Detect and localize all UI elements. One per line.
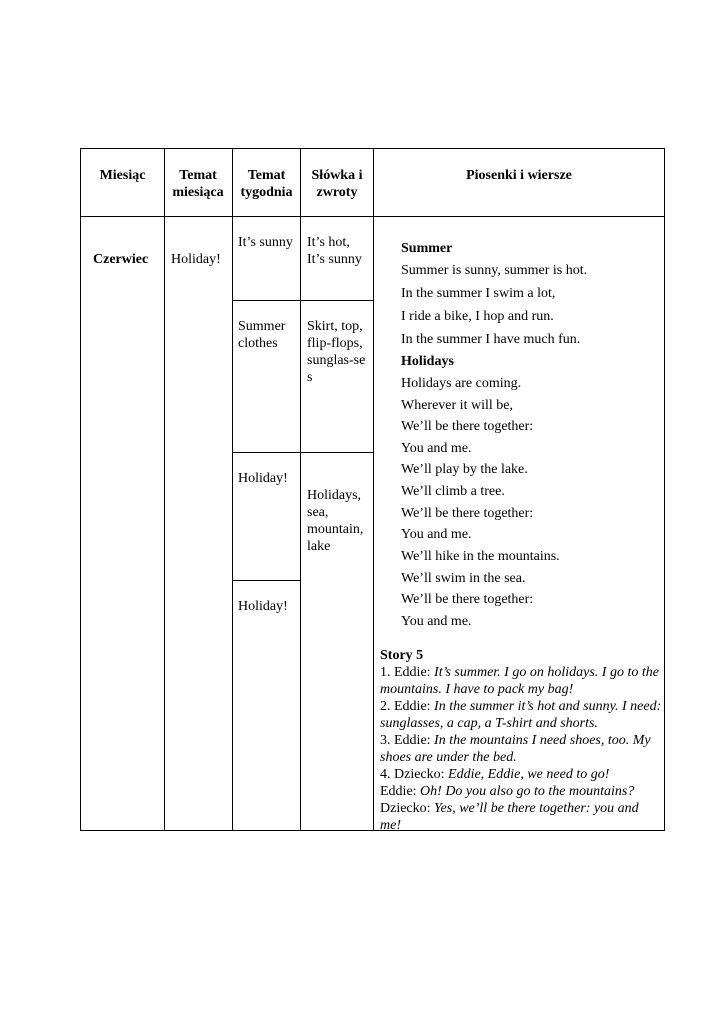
row-divider	[232, 300, 373, 301]
week-theme-cell: It’s sunny	[238, 235, 293, 250]
col-divider	[232, 149, 233, 830]
story-text: In the mountains I need shoes, too. My shoes are under the bed.	[380, 733, 651, 765]
song-line: Summer is sunny, summer is hot.	[401, 263, 588, 278]
story-line	[380, 698, 662, 732]
story-speaker: Dziecko:	[380, 801, 435, 816]
song-line: We’ll be there together:	[401, 419, 534, 434]
song-line: You and me.	[401, 614, 472, 629]
story-speaker: 3. Eddie:	[380, 733, 435, 748]
story-text: In the summer it’s hot and sunny. I need: sunglasses, a cap, a T-shirt and shorts.	[380, 699, 662, 731]
month-theme-cell: Holiday!	[171, 252, 221, 267]
story-speaker: 2. Eddie:	[380, 699, 435, 714]
story-line	[380, 800, 662, 834]
story-line	[380, 766, 662, 783]
week-theme-cell: Holiday!	[238, 471, 288, 486]
col-divider	[164, 149, 165, 830]
vocab-cell: Skirt, top, flip-flops, sunglas-ses	[307, 319, 366, 385]
song-title: Summer	[401, 241, 453, 256]
story-line	[380, 664, 662, 698]
story-line	[380, 732, 662, 766]
col-divider	[373, 149, 374, 830]
song-line: Holidays are coming.	[401, 376, 522, 391]
song-line: We’ll swim in the sea.	[401, 571, 526, 586]
header-week-theme: Temat tygodnia	[240, 168, 293, 200]
story-block	[380, 647, 662, 834]
song-line: We’ll climb a tree.	[401, 484, 505, 499]
story-text: Eddie, Eddie, we need to go!	[448, 767, 610, 782]
curriculum-table	[80, 148, 665, 831]
header-month: Miesiąc	[99, 168, 146, 183]
header-divider	[81, 216, 664, 217]
story-speaker: 4. Dziecko:	[380, 767, 449, 782]
week-theme-cell: Holiday!	[238, 599, 288, 614]
song-line: We’ll play by the lake.	[401, 462, 528, 477]
song-line: In the summer I swim a lot,	[401, 286, 556, 301]
song-line: I ride a bike, I hop and run.	[401, 309, 554, 324]
story-speaker: 1. Eddie:	[380, 665, 435, 680]
vocab-cell: Holidays, sea, mountain, lake	[307, 488, 364, 554]
song-line: In the summer I have much fun.	[401, 332, 581, 347]
row-divider	[232, 452, 373, 453]
col-divider	[300, 149, 301, 830]
story-text: It’s summer. I go on holidays. I go to the mountains. I have to pack my bag!	[380, 665, 659, 697]
header-songs: Piosenki i wiersze	[466, 168, 572, 183]
song-line: We’ll be there together:	[401, 592, 534, 607]
song-line: We’ll be there together:	[401, 506, 534, 521]
header-vocab: Słówka i zwroty	[311, 168, 363, 200]
song-title: Holidays	[401, 354, 454, 369]
vocab-cell: It’s hot, It’s sunny	[307, 235, 362, 267]
song-line: We’ll hike in the mountains.	[401, 549, 560, 564]
week-theme-cell: Summer clothes	[238, 319, 286, 351]
story-title: Story 5	[380, 648, 424, 663]
song-line: You and me.	[401, 527, 472, 542]
month-cell: Czerwiec	[93, 252, 149, 267]
story-text: Oh! Do you also go to the mountains?	[420, 784, 635, 799]
header-month-theme: Temat miesiąca	[172, 168, 224, 200]
story-line	[380, 783, 662, 800]
story-speaker: Eddie:	[380, 784, 421, 799]
song-line: You and me.	[401, 441, 472, 456]
story-text: Yes, we’ll be there together: you and me!	[380, 801, 639, 833]
row-divider	[232, 580, 300, 581]
song-line: Wherever it will be,	[401, 398, 513, 413]
